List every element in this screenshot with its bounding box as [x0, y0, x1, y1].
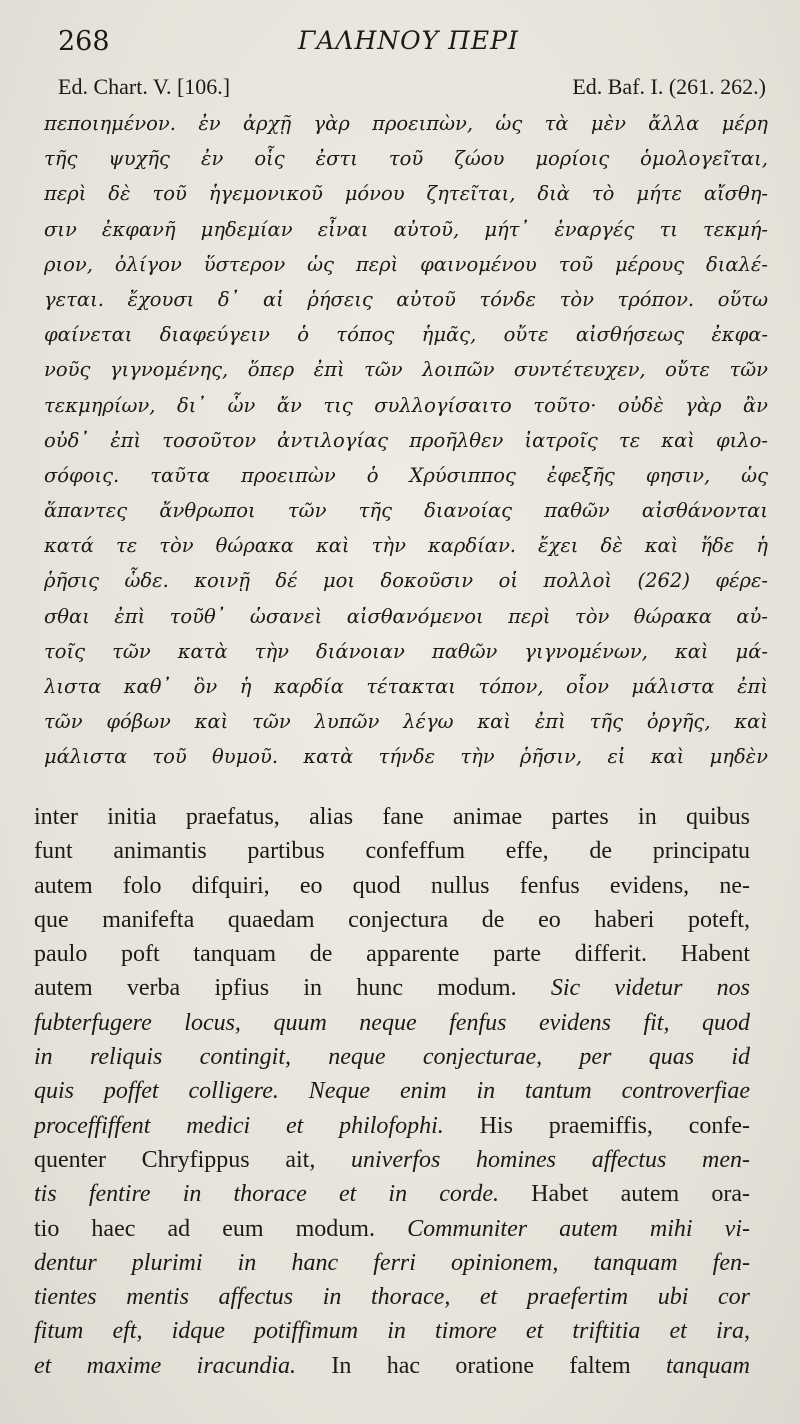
greek-text-line: σόφοις. ταῦτα προειπὼν ὁ Χρύσιππος ἐφεξῆς φησιν, ὡς — [44, 463, 768, 487]
latin-text-line — [34, 1349, 750, 1383]
greek-text-line: τῆς ψυχῆς ἐν οἷς ἐστι τοῦ ζώου μορίοις ὁμολογεῖται, — [44, 147, 768, 171]
latin-text-line — [34, 800, 750, 834]
greek-text-line: φαίνεται διαφεύγειν ὁ τόπος ἡμᾶς, οὔτε αἰσθήσεως ἐκφα- — [44, 323, 768, 347]
latin-text-line — [34, 1006, 750, 1040]
latin-text-line — [34, 834, 750, 868]
latin-text-segment: que manifefta quaedam conjectura de eo haberi poteft, — [34, 906, 750, 933]
greek-text-line: οὐδ᾽ ἐπὶ τοσοῦτον ἀντιλογίας προῆλθεν ἰατροῖς τε καὶ φιλο- — [44, 428, 768, 452]
latin-text-line — [34, 1314, 750, 1348]
greek-text-line: σθαι ἐπὶ τοῦθ᾽ ὡσανεὶ αἰσθανόμενοι περὶ τὸν θώρακα αὐ- — [44, 604, 768, 628]
latin-text-segment: In hac oratione faltem — [296, 1352, 666, 1379]
latin-text-line — [34, 1212, 750, 1246]
latin-quotation-segment: tientes mentis affectus in thorace, et praefertim ubi cor — [34, 1284, 750, 1311]
basel-edition-ref: Ed. Baf. I. (261. 262.) — [572, 74, 766, 99]
page-number: 268 — [58, 26, 110, 57]
greek-text-line: περὶ δὲ τοῦ ἡγεμονικοῦ μόνου ζητεῖται, διὰ τὸ μήτε αἴσθη- — [44, 182, 768, 206]
latin-quotation-segment: Sic videtur nos — [550, 975, 750, 1002]
greek-text-line: τῶν φόβων καὶ τῶν λυπῶν λέγω καὶ ἐπὶ τῆς ὀργῆς, καὶ — [44, 710, 768, 734]
latin-text-segment: quenter Chryfippus ait, — [34, 1146, 352, 1173]
running-title: ΓΑΛΗΝΟΥ ΠΕΡΙ — [298, 26, 519, 55]
latin-text-line — [34, 1074, 750, 1108]
latin-quotation-segment: tanquam — [666, 1352, 750, 1379]
greek-text-line: πεποιημένον. ἐν ἀρχῇ γὰρ προειπὼν, ὡς τὰ μὲν ἄλλα μέρη — [44, 112, 768, 135]
greek-text-line: τεκμηρίων, δι᾽ ὧν ἄν τις συλλογίσαιτο τοῦτο· οὐδὲ γὰρ ἂν — [44, 393, 768, 417]
latin-quotation-segment: univerfos homines affectus men- — [351, 1146, 750, 1173]
latin-text-line — [34, 937, 750, 971]
latin-quotation-segment: in reliquis contingit, neque conjecturae, per quas id — [34, 1044, 750, 1071]
greek-text-line: ἅπαντες ἄνθρωποι τῶν τῆς διανοίας παθῶν αἰσθάνονται — [44, 499, 768, 523]
greek-text-line: ριον, ὀλίγον ὕστερον ὡς περὶ φαινομένου τοῦ μέρους διαλέ- — [44, 252, 768, 276]
greek-text-line: νοῦς γιγνομένης, ὅπερ ἐπὶ τῶν λοιπῶν συντέτευχεν, οὔτε τῶν — [44, 358, 768, 382]
latin-text-segment: tio haec ad eum modum. — [34, 1215, 408, 1242]
greek-text-line: κατά τε τὸν θώρακα καὶ τὴν καρδίαν. ἔχει δὲ καὶ ἥδε ἡ — [44, 534, 768, 558]
greek-text-line: σιν ἐκφανῆ μηδεμίαν εἶναι αὐτοῦ, μήτ᾽ ἐναργές τι τεκμή- — [44, 217, 768, 241]
latin-quotation-segment: fitum eft, idque potiffimum in timore et triftitia et ira, — [34, 1318, 750, 1345]
latin-quotation-segment: tis fentire in thorace et in corde. — [34, 1181, 499, 1208]
latin-text-line — [34, 1177, 750, 1211]
greek-text-line: ῥῆσις ὧδε. κοινῇ δέ μοι δοκοῦσιν οἱ πολλοὶ (262) φέρε- — [44, 569, 768, 593]
greek-text-line: γεται. ἔχουσι δ᾽ αἱ ῥήσεις αὐτοῦ τόνδε τὸν τρόπον. οὕτω — [44, 287, 768, 311]
running-head — [58, 26, 760, 66]
latin-text-segment: funt animantis partibus confeffum effe, de principatu — [34, 838, 750, 865]
greek-text-block — [44, 106, 768, 775]
latin-text-segment: autem verba ipfius in hunc modum. — [34, 975, 551, 1002]
latin-quotation-segment: dentur plurimi in hanc ferri opinionem, tanquam fen- — [34, 1249, 750, 1276]
latin-text-segment: paulo poft tanquam de apparente parte differit. Habent — [34, 941, 750, 968]
chartier-edition-ref: Ed. Chart. V. [106.] — [58, 74, 231, 99]
latin-text-segment: Habet autem ora- — [499, 1181, 750, 1208]
latin-text-line — [34, 1143, 750, 1177]
latin-text-line — [34, 869, 750, 903]
latin-text-line — [34, 1040, 750, 1074]
latin-text-line — [34, 971, 750, 1005]
latin-text-line — [34, 1109, 750, 1143]
latin-quotation-segment: Communiter autem mihi vi- — [407, 1215, 750, 1242]
latin-text-line — [34, 1246, 750, 1280]
greek-text-line: μάλιστα τοῦ θυμοῦ. κατὰ τήνδε τὴν ῥῆσιν, εἰ καὶ μηδὲν — [44, 745, 768, 769]
latin-quotation-segment: proceffiffent medici et philofophi. — [34, 1112, 444, 1139]
latin-text-segment: autem folo difquiri, eo quod nullus fenfus evidens, ne- — [34, 872, 750, 899]
latin-text-line — [34, 903, 750, 937]
latin-quotation-segment: fubterfugere locus, quum neque fenfus evidens fit, quod — [34, 1009, 750, 1036]
latin-text-segment: His praemiffis, confe- — [443, 1112, 750, 1139]
latin-text-line — [34, 1280, 750, 1314]
latin-quotation-segment: et maxime iracundia. — [34, 1352, 296, 1379]
greek-text-line: λιστα καθ᾽ ὃν ἡ καρδία τέτακται τόπον, οἷον μάλιστα ἐπὶ — [44, 675, 768, 698]
latin-quotation-segment: quis poffet colligere. Neque enim in tantum controverfiae — [34, 1078, 750, 1105]
latin-text-segment: inter initia praefatus, alias fane animae partes in quibus — [34, 804, 750, 830]
greek-text-line: τοῖς τῶν κατὰ τὴν διάνοιαν παθῶν γιγνομένων, καὶ μά- — [44, 639, 768, 663]
latin-translation-block — [34, 800, 750, 1383]
edition-references — [58, 74, 766, 104]
